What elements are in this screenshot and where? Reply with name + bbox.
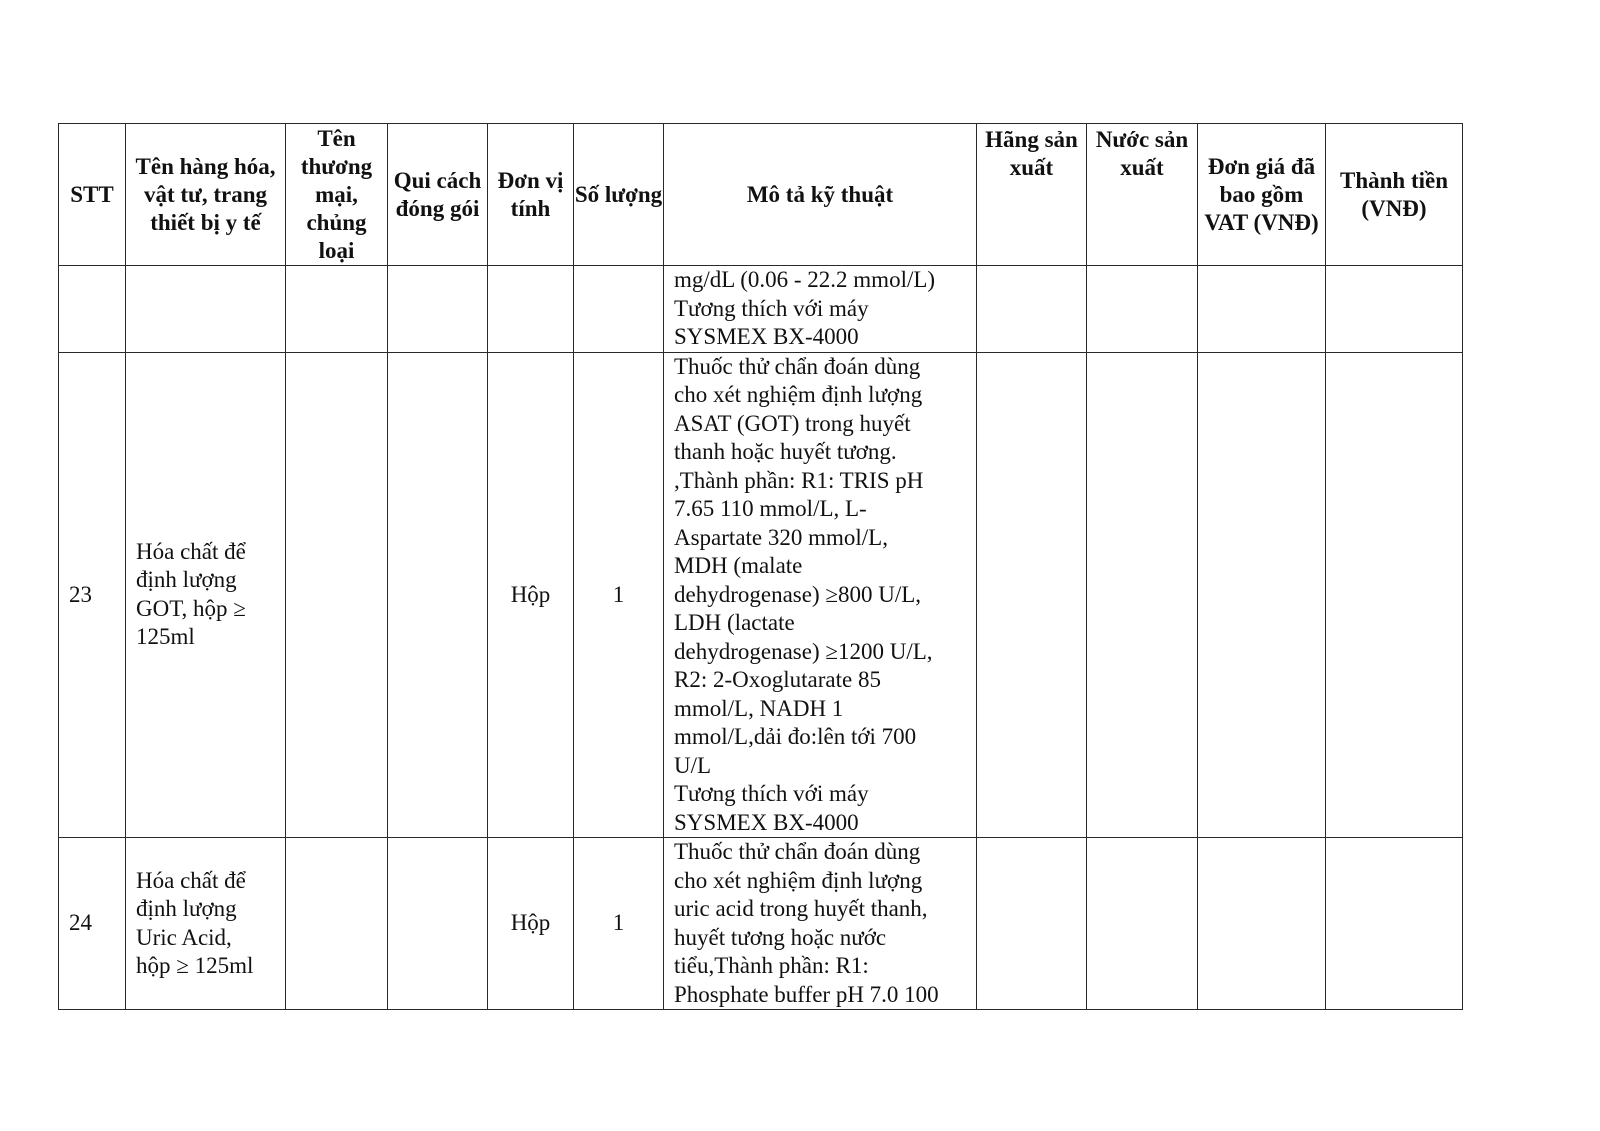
- cell-stt: 23: [59, 352, 126, 838]
- header-item-name: Tên hàng hóa, vật tư, trang thiết bị y tế: [126, 124, 286, 266]
- cell-country: [1087, 266, 1198, 353]
- cell-total: [1326, 266, 1463, 353]
- cell-unit: Hộp: [488, 838, 574, 1010]
- header-country: Nước sản xuất: [1087, 124, 1198, 266]
- cell-manufacturer: [977, 352, 1087, 838]
- table-header-row: [59, 124, 1463, 266]
- cell-trade-name: [286, 838, 388, 1010]
- cell-total: [1326, 352, 1463, 838]
- cell-unit-price: [1198, 352, 1326, 838]
- cell-trade-name: [286, 266, 388, 353]
- cell-description: Thuốc thử chẩn đoán dùng cho xét nghiệm định lượng ASAT (GOT) trong huyết thanh hoặc huyết tương. ,Thành phần: R1: TRIS pH 7.65 110 mmol/L, L- Aspartate 320 mmol/L, MDH (malate dehydrogenase) ≥800 U/L, LDH (lactate dehydrogenase) ≥1200 U/L, R2: 2-Oxoglutarate 85 mmol/L, NADH 1 mmol/L,dải đo:lên tới 700 U/L Tương thích với máy SYSMEX BX-4000: [664, 352, 977, 838]
- header-packing: Qui cách đóng gói: [388, 124, 488, 266]
- header-stt: STT: [59, 124, 126, 266]
- header-description: Mô tả kỹ thuật: [664, 124, 977, 266]
- cell-unit: [488, 266, 574, 353]
- cell-description: mg/dL (0.06 - 22.2 mmol/L) Tương thích với máy SYSMEX BX-4000: [664, 266, 977, 353]
- cell-quantity: 1: [574, 838, 664, 1010]
- cell-unit: Hộp: [488, 352, 574, 838]
- cell-country: [1087, 352, 1198, 838]
- cell-item-name: Hóa chất để định lượng Uric Acid, hộp ≥ 125ml: [126, 838, 286, 1010]
- header-manufacturer: Hãng sản xuất: [977, 124, 1087, 266]
- cell-quantity: 1: [574, 352, 664, 838]
- cell-description: Thuốc thử chẩn đoán dùng cho xét nghiệm định lượng uric acid trong huyết thanh, huyết tương hoặc nước tiểu,Thành phần: R1: Phosphate buffer pH 7.0 100: [664, 838, 977, 1010]
- header-total: Thành tiền (VNĐ): [1326, 124, 1463, 266]
- cell-stt: 24: [59, 838, 126, 1010]
- cell-item-name: [126, 266, 286, 353]
- cell-manufacturer: [977, 838, 1087, 1010]
- cell-unit-price: [1198, 838, 1326, 1010]
- cell-quantity: [574, 266, 664, 353]
- header-unit-price: Đơn giá đã bao gồm VAT (VNĐ): [1198, 124, 1326, 266]
- cell-packing: [388, 266, 488, 353]
- cell-packing: [388, 352, 488, 838]
- cell-item-name: Hóa chất để định lượng GOT, hộp ≥ 125ml: [126, 352, 286, 838]
- table-row: [59, 838, 1463, 1010]
- header-quantity: Số lượng: [574, 124, 664, 266]
- cell-stt: [59, 266, 126, 353]
- cell-unit-price: [1198, 266, 1326, 353]
- cell-packing: [388, 838, 488, 1010]
- header-trade-name: Tên thương mại, chủng loại: [286, 124, 388, 266]
- equipment-spec-table: [58, 123, 1463, 1010]
- cell-country: [1087, 838, 1198, 1010]
- cell-trade-name: [286, 352, 388, 838]
- cell-total: [1326, 838, 1463, 1010]
- table-row: [59, 266, 1463, 353]
- table-row: [59, 352, 1463, 838]
- header-unit: Đơn vị tính: [488, 124, 574, 266]
- cell-manufacturer: [977, 266, 1087, 353]
